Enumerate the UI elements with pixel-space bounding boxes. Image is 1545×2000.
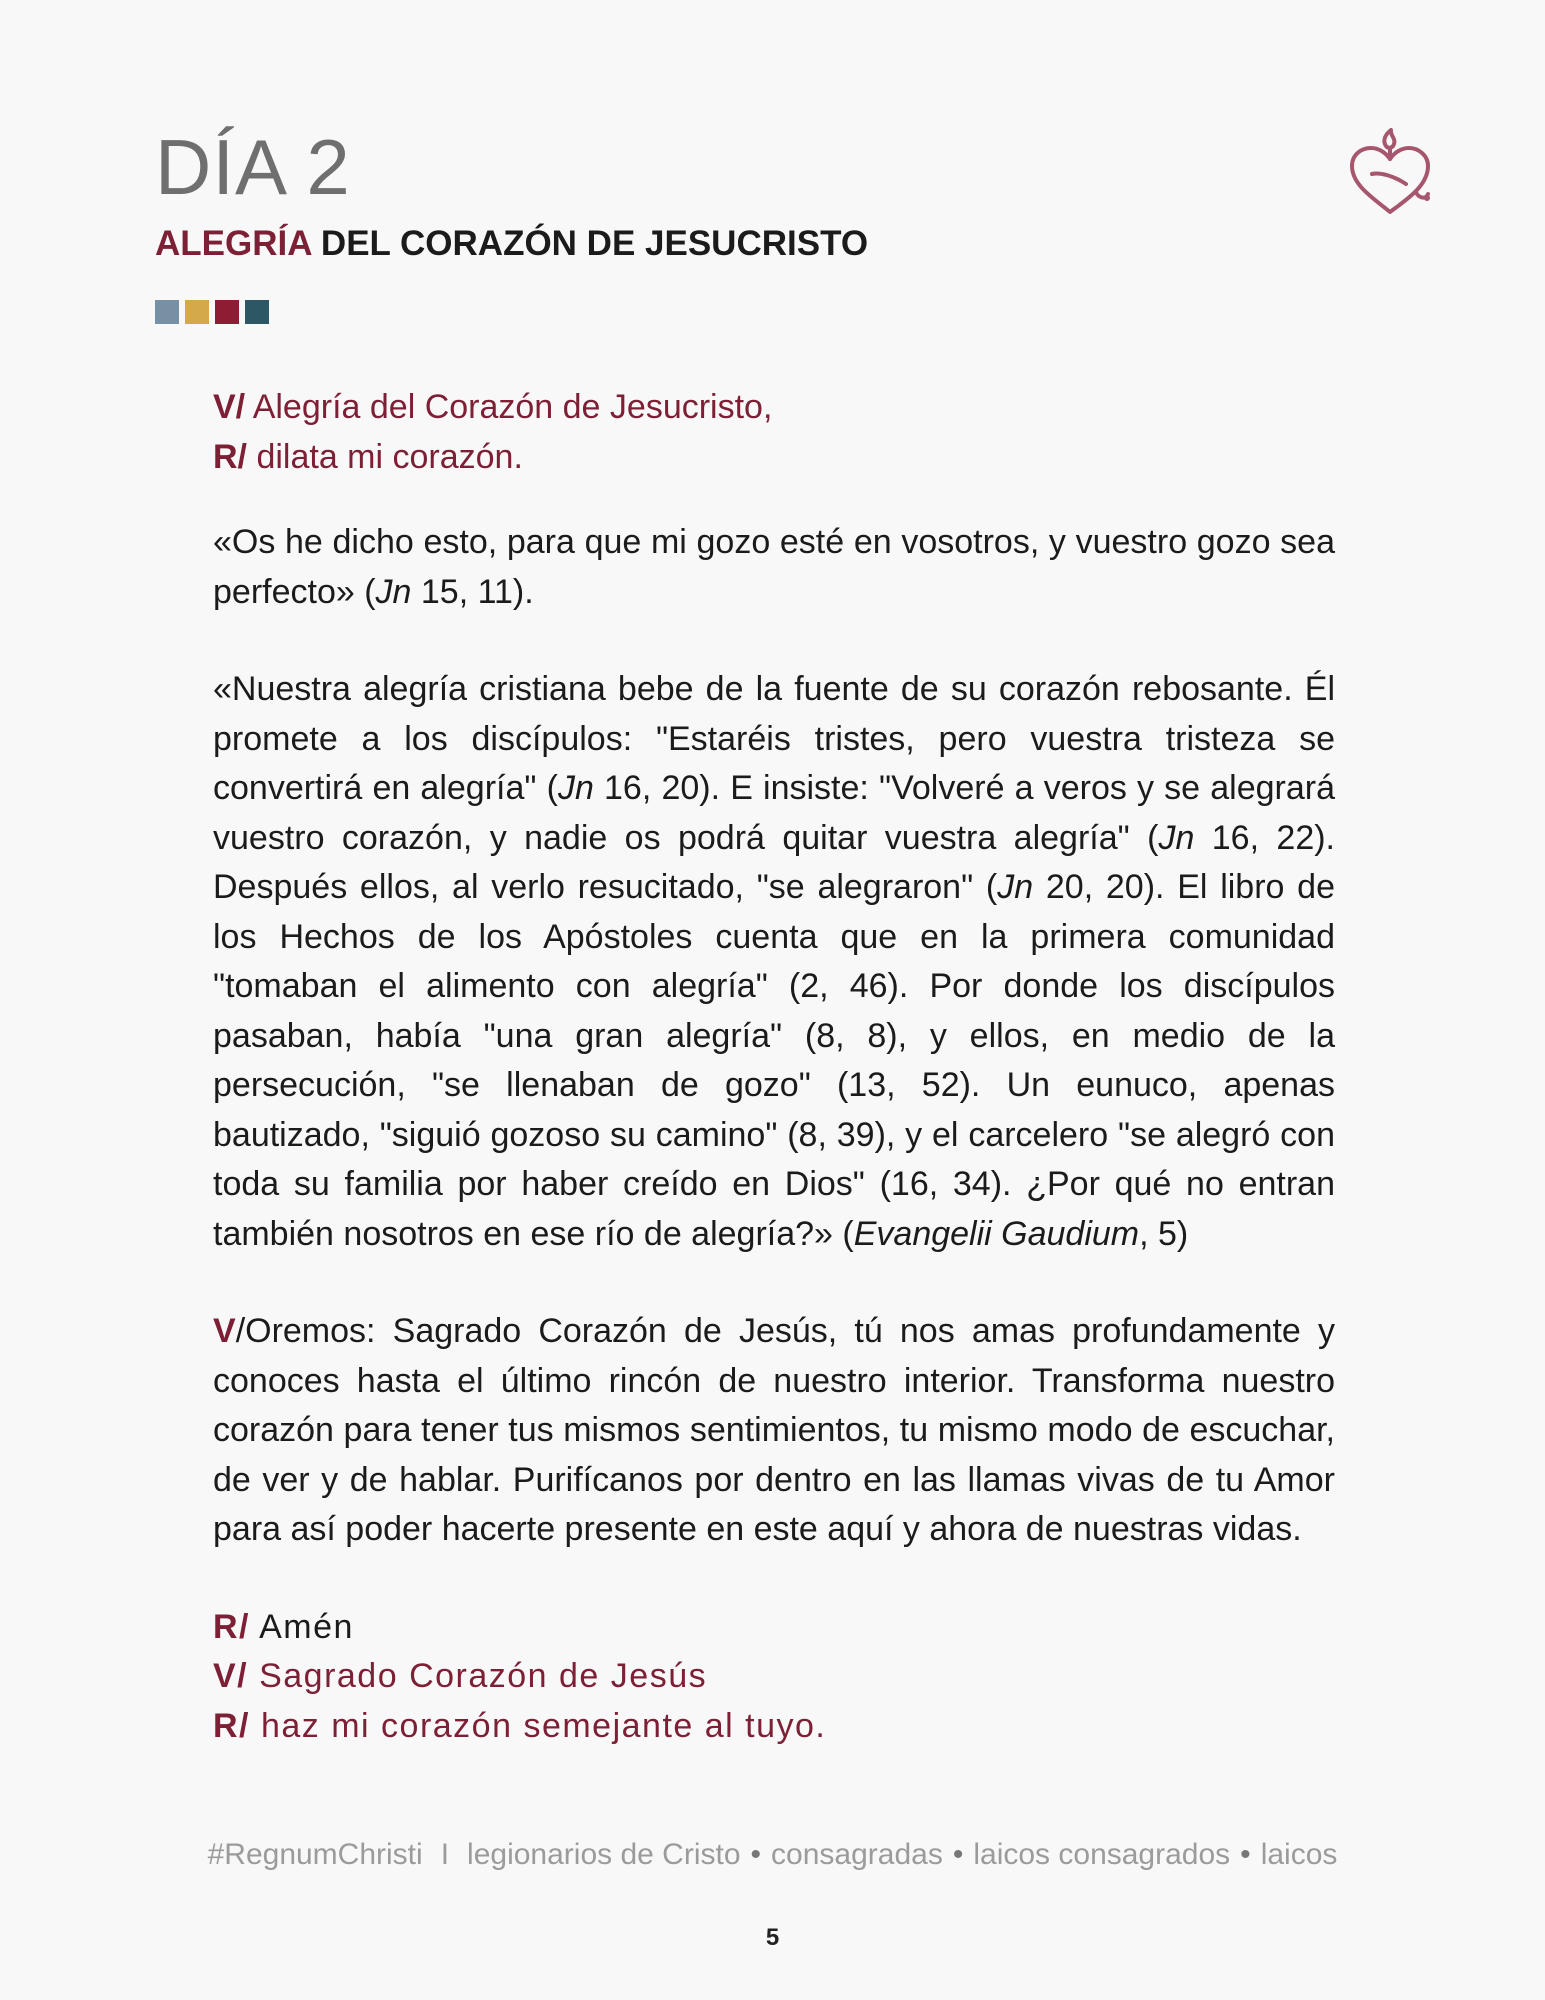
reflection-jn-2: Jn: [1158, 818, 1195, 857]
reflection-part-4: 20, 20). El libro de los Hechos de los Apóstoles cuenta que en la primera comunidad "tomaban el alimento con alegría" (2, 46). Por donde los discípulos pasaban, había "una gran alegría" (8, 8), y ellos, en medio de la persecución, "se llenaban de gozo" (13, 52). Un eunuco, apenas bautizado, "siguió gozoso su camino" (8, 39), y el carcelero "se alegró con toda su familia por haber creído en Dios" (16, 34). ¿Por qué no entran también nosotros en ese río de alegría?» (: [213, 868, 1335, 1253]
reflection-jn-1: Jn: [557, 769, 594, 807]
footer-item-laicos: laicos: [1260, 1838, 1338, 1871]
closing-v-mark: V/: [213, 1657, 249, 1695]
footer-separator: I: [440, 1838, 450, 1871]
swatch-gold: [185, 300, 209, 324]
closing-r-line: [213, 1702, 1335, 1752]
closing-v-line: [213, 1652, 1335, 1702]
page-subtitle: [155, 224, 868, 264]
scripture-book: Jn: [375, 572, 412, 611]
subtitle-accent: ALEGRÍA: [155, 224, 312, 263]
v-mark: V/: [213, 388, 246, 426]
r-mark: R/: [213, 437, 247, 476]
amen-text: Amén: [250, 1607, 354, 1646]
prayer-text: /Oremos: Sagrado Corazón de Jesús, tú nos amas profundamente y conoces hasta el último rincón de nuestro interior. Transforma nuestro corazón para tener tus mismos sentimientos, tu mismo modo de escuchar, de ver y de hablar. Purifícanos por dentro en las llamas vivas de tu Amor para así poder hacerte presente en este aquí y ahora de nuestras vidas.: [213, 1312, 1335, 1548]
swatch-teal: [245, 300, 269, 324]
footer-dot: •: [1240, 1838, 1251, 1871]
verse-r-text: dilata mi corazón.: [247, 437, 523, 476]
sacred-heart-icon: [1346, 128, 1436, 228]
closing-r-text: haz mi corazón semejante al tuyo.: [250, 1706, 827, 1745]
main-content: [213, 383, 1335, 1751]
footer-dot: •: [750, 1838, 762, 1871]
footer-item-legionarios: legionarios de Cristo: [467, 1838, 741, 1871]
reflection-part-2: 16, 20). E insiste: "Volveré a veros y se alegrará vuestro corazón, y nadie os podrá quitar vuestra alegría" (: [213, 769, 1335, 857]
closing-responses: [213, 1603, 1335, 1752]
verse-v-line: [213, 383, 1335, 433]
footer: [0, 1838, 1545, 1872]
scripture-ref: 15, 11).: [411, 572, 534, 611]
prayer-paragraph: [213, 1307, 1335, 1555]
scripture-text: «Os he dicho esto, para que mi gozo esté en vosotros, y vuestro gozo sea perfecto» (: [213, 523, 1335, 611]
reflection-paragraph: [213, 665, 1335, 1259]
verse-v-text: Alegría del Corazón de Jesucristo,: [245, 388, 773, 426]
closing-r-mark: R/: [213, 1706, 250, 1745]
reflection-jn-3: Jn: [997, 868, 1034, 906]
scripture-quote: [213, 518, 1335, 617]
reflection-source: Evangelii Gaudium: [853, 1214, 1140, 1253]
swatch-red: [215, 300, 239, 324]
closing-v-text: Sagrado Corazón de Jesús: [248, 1657, 708, 1695]
reflection-part-1: «Nuestra alegría cristiana bebe de la fuente de su corazón rebosante. Él promete a los discípulos: "Estaréis tristes, pero vuestra tristeza se convertirá en alegría" (: [213, 670, 1335, 807]
page-title: DÍA 2: [155, 123, 351, 211]
footer-item-laicos-consagrados: laicos consagrados: [973, 1838, 1231, 1871]
amen-mark: R/: [213, 1607, 250, 1646]
swatch-blue: [155, 300, 179, 324]
reflection-part-3: 16, 22). Después ellos, al verlo resucitado, "se alegraron" (: [213, 818, 1336, 906]
footer-hashtag: #RegnumChristi: [207, 1838, 423, 1871]
subtitle-rest: DEL CORAZÓN DE JESUCRISTO: [311, 224, 869, 263]
amen-line: [213, 1603, 1335, 1653]
verse-r-line: [213, 433, 1335, 483]
page-number: 5: [765, 1924, 780, 1951]
reflection-part-5: , 5): [1139, 1214, 1189, 1253]
color-swatches: [155, 300, 269, 324]
footer-item-consagradas: consagradas: [771, 1838, 943, 1871]
prayer-mark: V: [213, 1312, 236, 1350]
footer-dot: •: [952, 1838, 964, 1871]
